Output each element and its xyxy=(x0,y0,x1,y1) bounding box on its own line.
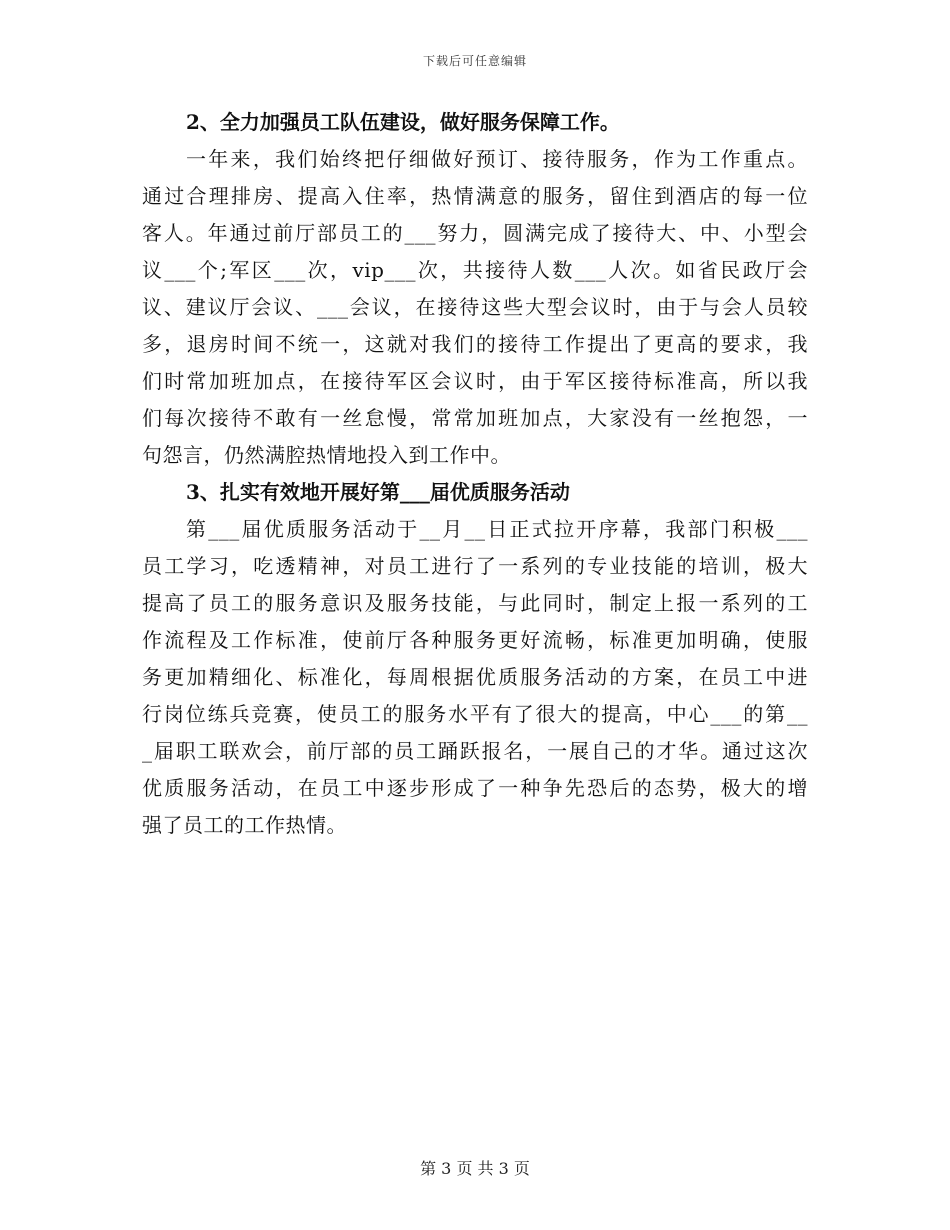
paragraph-line: 们时常加班加点，在接待军区会议时，由于军区接待标准高，所以我 xyxy=(142,369,808,393)
page-number: 第 3 页 共 3 页 xyxy=(420,1159,530,1178)
paragraph-line: 员工学习，吃透精神，对员工进行了一系列的专业技能的培训，极大 xyxy=(142,554,808,578)
paragraph-line: 多，退房时间不统一，这就对我们的接待工作提出了更高的要求，我 xyxy=(142,332,808,356)
paragraph-line: 议、建议厅会议、___会议，在接待这些大型会议时，由于与会人员较 xyxy=(142,295,808,319)
paragraph-line: 强了员工的工作热情。 xyxy=(142,813,347,837)
paragraph-line: 作流程及工作标准，使前厅各种服务更好流畅，标准更加明确，使服 xyxy=(142,628,808,652)
paragraph-line: 通过合理排房、提高入住率，热情满意的服务，留住到酒店的每一位 xyxy=(142,184,808,208)
paragraph-line: 客人。年通过前厅部员工的___努力，圆满完成了接待大、中、小型会 xyxy=(142,221,808,245)
paragraph-line: 行岗位练兵竞赛，使员工的服务水平有了很大的提高，中心___的第__ xyxy=(142,702,808,726)
section-2-heading: 2、全力加强员工队伍建设，做好服务保障工作。 xyxy=(186,110,620,134)
section-2-paragraph xyxy=(142,141,808,474)
paragraph-line: 一年来，我们始终把仔细做好预订、接待服务，作为工作重点。 xyxy=(186,147,808,171)
paragraph-line: 们每次接待不敢有一丝怠慢，常常加班加点，大家没有一丝抱怨，一 xyxy=(142,406,808,430)
paragraph-line: 议___个;军区___次，vip___次，共接待人数___人次。如省民政厅会 xyxy=(142,258,808,282)
document-body xyxy=(142,104,808,844)
page-header-note: 下载后可任意编辑 xyxy=(422,54,527,68)
paragraph-line: 提高了员工的服务意识及服务技能，与此同时，制定上报一系列的工 xyxy=(142,591,808,615)
paragraph-line: 句怨言，仍然满腔热情地投入到工作中。 xyxy=(142,443,511,467)
paragraph-line: 第___届优质服务活动于__月__日正式拉开序幕，我部门积极___ xyxy=(186,517,808,541)
paragraph-line: 优质服务活动，在员工中逐步形成了一种争先恐后的态势，极大的增 xyxy=(142,776,808,800)
paragraph-line: 务更加精细化、标准化，每周根据优质服务活动的方案，在员工中进 xyxy=(142,665,808,689)
section-3-heading: 3、扎实有效地开展好第___届优质服务活动 xyxy=(186,480,570,504)
paragraph-line: _届职工联欢会，前厅部的员工踊跃报名，一展自己的才华。通过这次 xyxy=(142,739,808,763)
section-3-paragraph xyxy=(142,511,808,844)
